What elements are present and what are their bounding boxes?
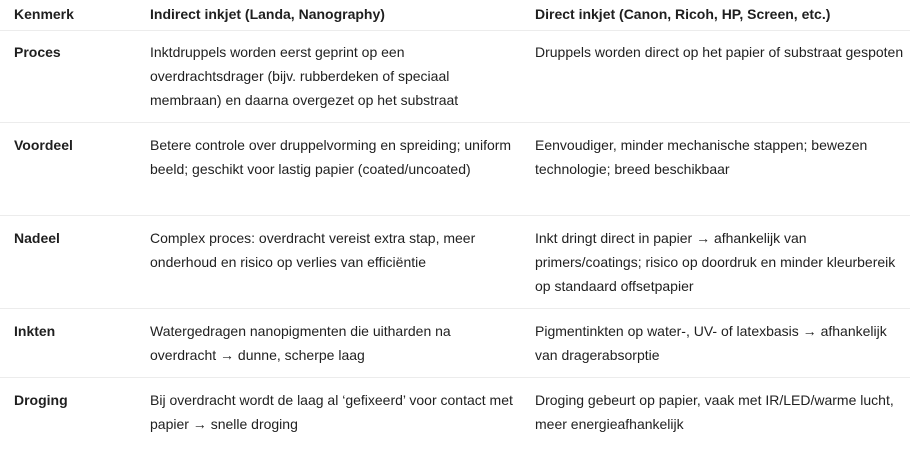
direct-cell: Druppels worden direct op het papier of substraat gespoten (535, 44, 904, 60)
direct-cell: Droging gebeurt op papier, vaak met IR/LED/warme lucht, meer energieafhankelijk (535, 392, 894, 432)
header-indirect-inkjet: Indirect inkjet (Landa, Nanography) (150, 6, 385, 22)
table-row (0, 319, 910, 378)
direct-cell: Eenvoudiger, minder mechanische stappen; bewezen technologie; breed beschikbaar (535, 137, 868, 177)
indirect-cell: Complex proces: overdracht vereist extra stap, meer onderhoud en risico op verlies van efficiëntie (150, 230, 476, 270)
row-label: Inkten (14, 323, 56, 339)
row-label: Droging (14, 392, 68, 408)
indirect-cell: Watergedragen nanopigmenten die uitharden na overdracht → dunne, scherpe laag (150, 323, 451, 363)
row-label: Proces (14, 44, 61, 60)
direct-cell: Inkt dringt direct in papier → afhankelijk van primers/coatings; risico op doordruk en minder kleurbereik op standaard offsetpapier (535, 230, 896, 294)
table-row (0, 40, 910, 123)
indirect-cell: Inktdruppels worden eerst geprint op een overdrachtsdrager (bijv. rubberdeken of speciaal membraan) en daarna overgezet op het substraat (150, 44, 459, 108)
header-kenmerk: Kenmerk (14, 6, 74, 22)
direct-cell: Pigmentinkten op water-, UV- of latexbasis → afhankelijk van dragerabsorptie (535, 323, 887, 363)
header-direct-inkjet: Direct inkjet (Canon, Ricoh, HP, Screen, etc.) (535, 6, 831, 22)
indirect-cell: Bij overdracht wordt de laag al ‘gefixeerd’ voor contact met papier → snelle droging (150, 392, 513, 432)
row-label: Nadeel (14, 230, 60, 246)
table-header-row (0, 2, 910, 31)
row-label: Voordeel (14, 137, 73, 153)
indirect-cell: Betere controle over druppelvorming en spreiding; uniform beeld; geschikt voor lastig papier (coated/uncoated) (150, 137, 512, 177)
table-row (0, 226, 910, 309)
table-row (0, 388, 910, 448)
table-row (0, 133, 910, 216)
